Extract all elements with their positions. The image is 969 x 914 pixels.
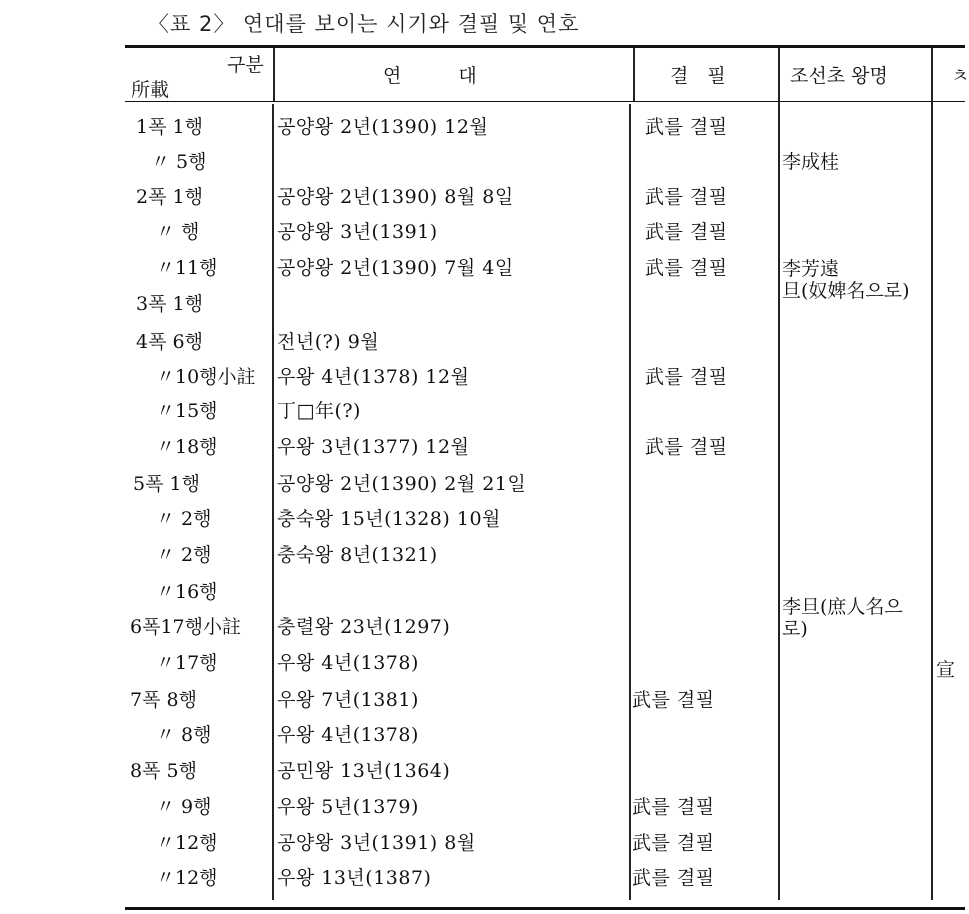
row-year: 우왕 4년(1378)	[277, 652, 419, 674]
row-location: 6폭17행小註	[130, 616, 241, 638]
wang-name: 李成桂	[782, 151, 840, 173]
row-year: 전년(?) 9월	[277, 331, 380, 353]
row-year: 충숙왕 8년(1321)	[277, 544, 438, 566]
row-year: 우왕 13년(1387)	[277, 867, 432, 889]
header-wang: 조선초 왕명	[790, 65, 888, 87]
row-location: 8폭 5행	[130, 760, 197, 782]
table-top-rule	[125, 45, 965, 48]
row-year: 丁□年(?)	[277, 400, 361, 422]
column-divider	[273, 48, 275, 101]
header-partial: ㅊ	[951, 65, 969, 87]
row-location: 〃18행	[156, 436, 218, 458]
row-location: 2폭 1행	[136, 186, 203, 208]
column-divider	[629, 104, 631, 900]
row-year: 충렬왕 23년(1297)	[277, 616, 451, 638]
row-location: 〃 8행	[156, 724, 212, 746]
wang-name: 李旦(庶人名으로)	[782, 596, 903, 640]
column-divider	[931, 48, 933, 900]
row-year: 공양왕 3년(1391)	[277, 221, 438, 243]
row-location: 4폭 6행	[136, 331, 203, 353]
row-location: 3폭 1행	[136, 293, 203, 315]
row-location: 〃12행	[156, 867, 218, 889]
row-location: 〃11행	[156, 257, 218, 279]
row-location: 〃12행	[156, 832, 218, 854]
row-year: 공민왕 13년(1364)	[277, 760, 451, 782]
column-divider	[633, 48, 635, 101]
row-year: 공양왕 2년(1390) 12월	[277, 116, 489, 138]
row-kyeolpil: 武를 결필	[645, 366, 728, 388]
row-year: 우왕 7년(1381)	[277, 689, 419, 711]
row-location: 〃15행	[156, 400, 218, 422]
wang-name: 旦(奴婢名으로)	[782, 280, 910, 302]
header-socai: 所載	[131, 79, 170, 101]
row-kyeolpil: 武를 결필	[645, 116, 728, 138]
row-location: 〃17행	[156, 652, 218, 674]
column-divider	[272, 104, 274, 900]
header-gubun: 구분	[227, 54, 264, 76]
row-year: 공양왕 3년(1391) 8월	[277, 832, 476, 854]
header-year: 연 대	[383, 65, 477, 87]
header-divider	[125, 101, 965, 102]
row-kyeolpil: 武를 결필	[632, 796, 715, 818]
row-location: 〃10행小註	[156, 366, 256, 388]
row-year: 우왕 4년(1378)	[277, 724, 419, 746]
row-kyeolpil: 武를 결필	[645, 257, 728, 279]
row-year: 공양왕 2년(1390) 7월 4일	[277, 257, 514, 279]
row-location: 5폭 1행	[133, 473, 200, 495]
row-year: 공양왕 2년(1390) 2월 21일	[277, 473, 527, 495]
last-column-text: 宣	[936, 659, 956, 681]
table-caption: 〈표 2〉 연대를 보이는 시기와 결필 및 연호	[148, 12, 580, 36]
row-kyeolpil: 武를 결필	[632, 689, 715, 711]
header-kyeolpil: 결 필	[670, 65, 726, 87]
row-year: 우왕 3년(1377) 12월	[277, 436, 470, 458]
row-kyeolpil: 武를 결필	[632, 867, 715, 889]
row-location: 〃 행	[156, 221, 200, 243]
row-year: 우왕 4년(1378) 12월	[277, 366, 470, 388]
row-kyeolpil: 武를 결필	[645, 436, 728, 458]
row-year: 우왕 5년(1379)	[277, 796, 419, 818]
row-location: 7폭 8행	[130, 689, 197, 711]
row-year: 공양왕 2년(1390) 8월 8일	[277, 186, 514, 208]
row-location: 〃16행	[156, 581, 218, 603]
row-kyeolpil: 武를 결필	[645, 221, 728, 243]
row-location: 〃 5행	[151, 151, 207, 173]
table-bottom-rule	[125, 907, 965, 910]
row-location: 〃 2행	[156, 508, 212, 530]
row-location: 1폭 1행	[136, 116, 203, 138]
row-year: 충숙왕 15년(1328) 10월	[277, 508, 501, 530]
row-location: 〃 9행	[156, 796, 212, 818]
column-divider	[778, 48, 780, 900]
row-location: 〃 2행	[156, 544, 212, 566]
row-kyeolpil: 武를 결필	[632, 832, 715, 854]
wang-name: 李芳遠	[782, 258, 840, 280]
row-kyeolpil: 武를 결필	[645, 186, 728, 208]
